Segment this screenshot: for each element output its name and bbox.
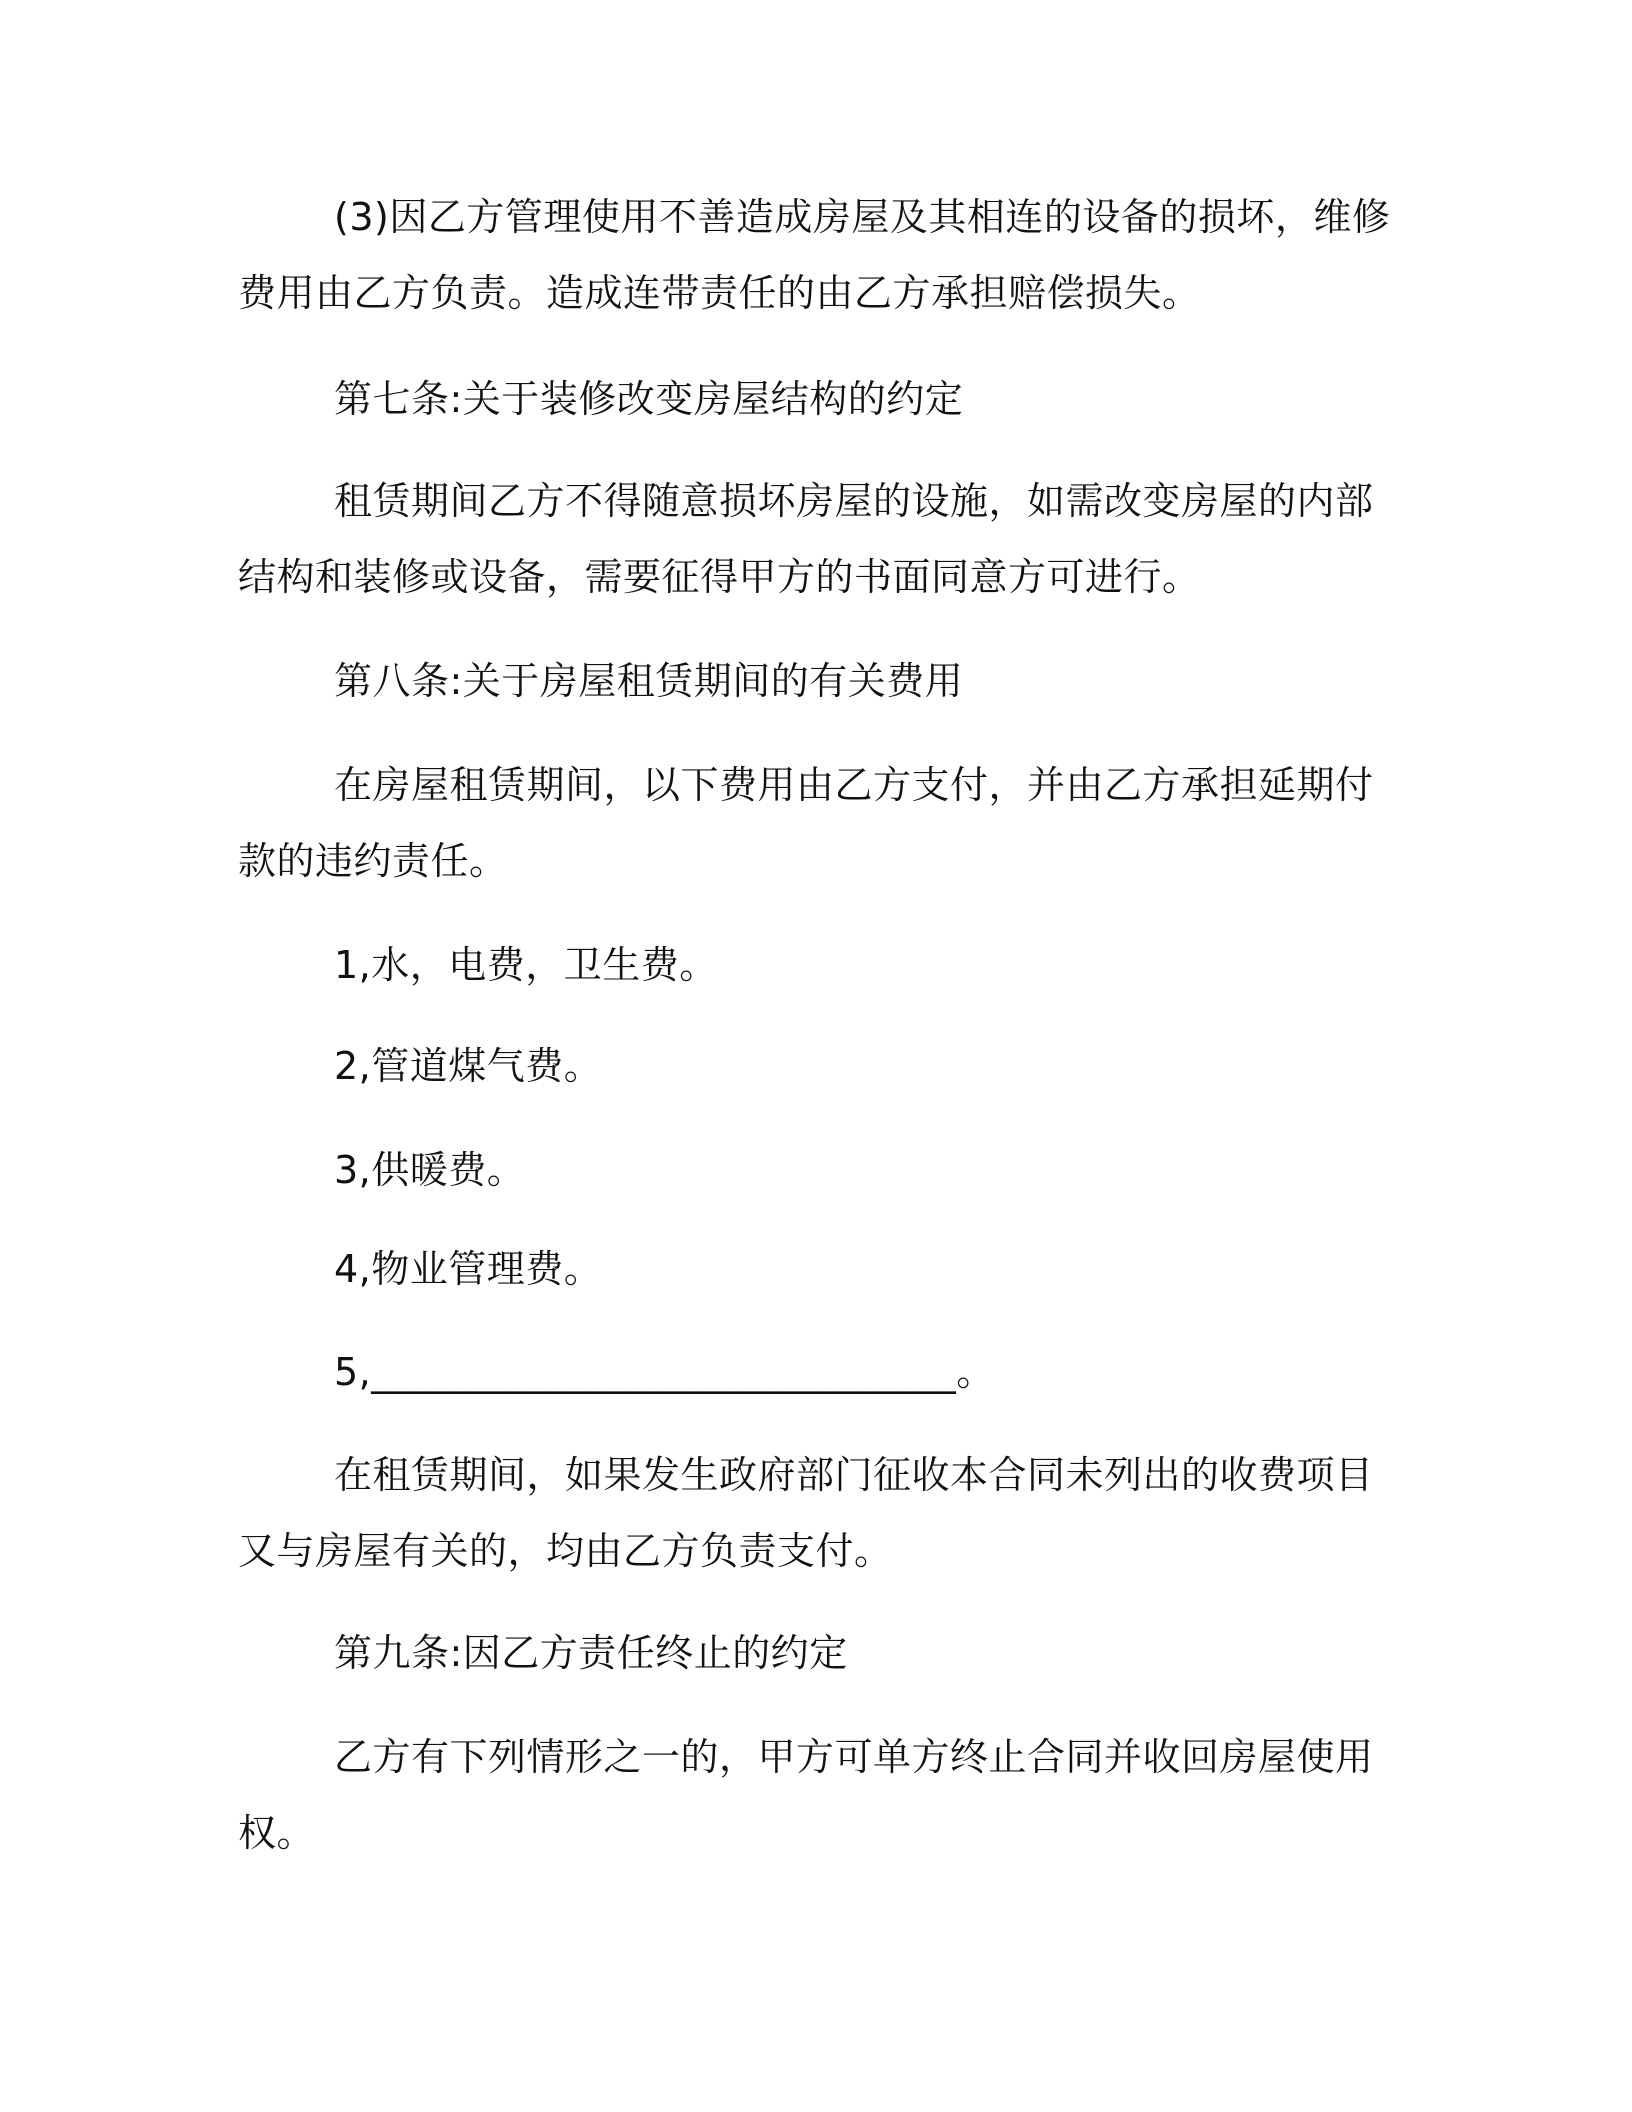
heading-article-7: 第七条:关于装修改变房屋结构的约定 bbox=[334, 377, 964, 421]
list-item-fee-3: 3,供暖费。 bbox=[334, 1148, 526, 1192]
list-item-fee-1: 1,水，电费，卫生费。 bbox=[334, 943, 718, 987]
paragraph-fees-intro: 在房屋租赁期间，以下费用由乙方支付，并由乙方承担延期付款的违约责任。 bbox=[238, 763, 1374, 883]
paragraph-termination: 乙方有下列情形之一的，甲方可单方终止合同并收回房屋使用权。 bbox=[238, 1735, 1374, 1855]
list-item-fee-4: 4,物业管理费。 bbox=[334, 1247, 603, 1291]
heading-article-8: 第八条:关于房屋租赁期间的有关费用 bbox=[334, 659, 964, 703]
paragraph-renovation: 租赁期间乙方不得随意损坏房屋的设施，如需改变房屋的内部结构和装修或设备，需要征得甲方的书面同意方可进行。 bbox=[238, 479, 1374, 599]
list-item-fee-5-blank: 5,______________________________。 bbox=[334, 1350, 995, 1394]
heading-article-9: 第九条:因乙方责任终止的约定 bbox=[334, 1631, 848, 1675]
paragraph-repair-liability: (3)因乙方管理使用不善造成房屋及其相连的设备的损坏，维修费用由乙方负责。造成连带责任的由乙方承担赔偿损失。 bbox=[238, 195, 1391, 315]
paragraph-government-fees: 在租赁期间，如果发生政府部门征收本合同未列出的收费项目又与房屋有关的，均由乙方负责支付。 bbox=[238, 1453, 1374, 1573]
list-item-fee-2: 2,管道煤气费。 bbox=[334, 1044, 603, 1088]
